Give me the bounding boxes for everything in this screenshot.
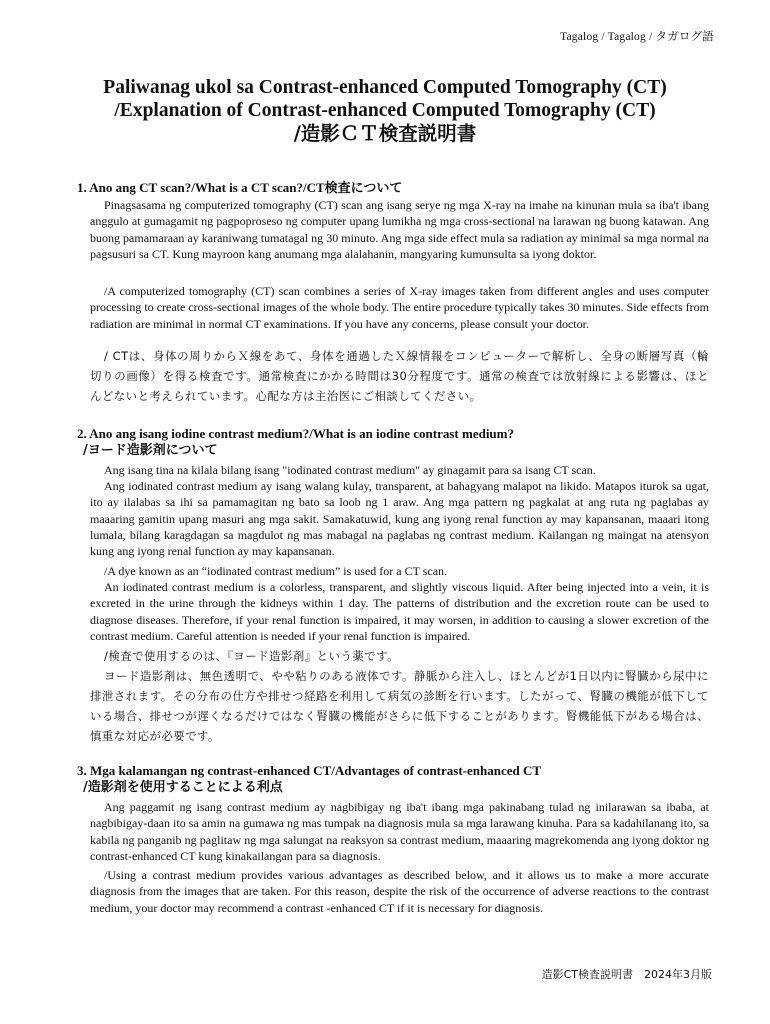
section-2-para-6: ヨード造影剤は、無色透明で、やや粘りのある液体です。静脈から注入し、ほとんどが1日以内に腎臓から尿中に排泄されます。その分布の仕方や排せつ経路を利用して病気の診断を行います。したがって、腎臓の機能が低下している場合、排せつが遅くなるだけではなく腎臓の機能がさらに低下することがあります。腎機能低下がある場合は、慎重な対応が必要です。	[90, 669, 709, 743]
section-1-para-tagalog: Pinagsasama ng computerized tomography (CT) scan ang isang serye ng mga X-ray na imahe na kinunan mula sa iba't ibang anggulo at gumagamit ng pagpoproseso ng computer upang lumikha ng mga cross-sectional na larawan ng buong katawan. Ang buong pamamaraan ay karaniwang tumatagal ng 30 minuto. Ang mga side effect mula sa radiation ay minimal sa mga normal na pagsusuri sa CT. Kung mayroon kang anumang mga alalahanin, mangyaring kumunsulta sa iyong doktor.	[90, 198, 709, 261]
section-2-heading-line1: 2. Ano ang isang iodine contrast medium?/What is an iodine contrast medium?	[77, 426, 514, 441]
title-line-english: /Explanation of Contrast-enhanced Computed Tomography (CT)	[114, 100, 656, 121]
section-1-heading-line1: 1. Ano ang CT scan?/What is a CT scan?/CT検査について	[77, 180, 403, 195]
section-2-para-5: /検査で使用するのは、『ヨード造影剤』という薬です。	[104, 649, 399, 663]
section-2-para-1: Ang isang tina na kilala bilang isang "iodinated contrast medium" ay ginagamit para sa isang CT scan.	[104, 463, 596, 477]
section-1-para-japanese: / CTは、身体の周りからＸ線をあて、身体を通過したＸ線情報をコンピューターで解析し、全身の断層写真（輪切りの画像）を得る検査です。通常検査にかかる時間は30分程度です。通常の検査では放射線による影響は、ほとんどないと考えられています。心配な方は主治医にご相談してください。	[90, 349, 709, 403]
section-3-para-english: /Using a contrast medium provides various advantages as described below, and it allows us to make a more accurate diagnosis from the images that are taken. For this reason, despite the risk of the occurrence of adverse reactions to the contrast medium, your doctor may recommend a contrast -enhanced CT if it is necessary for diagnosis.	[90, 868, 709, 915]
footer-document-version: 造影CT検査説明書 2024年3月版	[541, 968, 712, 981]
section-2-heading-line2: /ヨード造影剤について	[83, 443, 218, 458]
section-2-para-2: Ang iodinated contrast medium ay isang walang kulay, transparent, at bahagyang malapot na likido. Matapos iturok sa ugat, ito ay ilalabas sa ihi sa pamamagitan ng bato sa loob ng 1 araw. Ang mga pattern ng pagkalat at ang ruta ng paglabas ay maaaring gamitin upang masuri ang mga sakit. Samakatuwid, kung ang iyong renal function ay may kapansanan, maaari itong lumala, bilang karagdagan sa magdulot ng mas mabagal na paglabas ng contrast medium. Kailangan ng maingat na atensyon kung ang iyong renal function ay may kapansanan.	[90, 479, 709, 559]
section-2-heading	[77, 425, 514, 459]
title-line-japanese: /造影ＣＴ検査説明書	[293, 122, 477, 145]
section-3-para-tagalog: Ang paggamit ng isang contrast medium ay nagbibigay ng iba't ibang mga pakinabang tulad ng inilarawan sa ibaba, at nagbibigay-daan ito sa amin na gumawa ng mas tumpak na diagnosis mula sa mga larawang kinuha. Para sa kadahilanang ito, sa kabila ng panganib ng paglitaw ng mga salungat na reaksyon sa contrast medium, maaaring magrekomenda ang iyong doktor ng contrast-enhanced CT kung kinakailangan para sa diagnosis.	[90, 800, 709, 863]
section-2-para-4: An iodinated contrast medium is a colorless, transparent, and slightly viscous liquid. After being injected into a vein, it is excreted in the urine through the kidneys within 1 day. The patterns of distribution and the excretion route can be used to diagnose diseases. Therefore, if your renal function is impaired, it may worsen, in addition to causing a slower excretion of the contrast medium. Careful attention is needed if your renal function is impaired.	[90, 580, 709, 643]
document-title	[40, 76, 730, 145]
section-1-para-english: /A computerized tomography (CT) scan combines a series of X-ray images taken from different angles and uses computer processing to create cross-sectional images of the whole body. The entire procedure typically takes 30 minutes. Side effects from radiation are minimal in normal CT examinations. If you have any concerns, please consult your doctor.	[90, 284, 709, 331]
section-3-heading-line2: /造影剤を使用することによる利点	[83, 780, 283, 795]
language-tag: Tagalog / Tagalog / タガログ語	[560, 31, 714, 43]
section-3-heading	[77, 762, 541, 796]
title-line-tagalog: Paliwanag ukol sa Contrast-enhanced Computed Tomography (CT)	[103, 77, 667, 98]
section-1-heading	[77, 179, 402, 196]
section-3-heading-line1: 3. Mga kalamangan ng contrast-enhanced CT/Advantages of contrast-enhanced CT	[77, 763, 542, 778]
section-2-para-3: /A dye known as an “iodinated contrast medium” is used for a CT scan.	[104, 564, 448, 578]
